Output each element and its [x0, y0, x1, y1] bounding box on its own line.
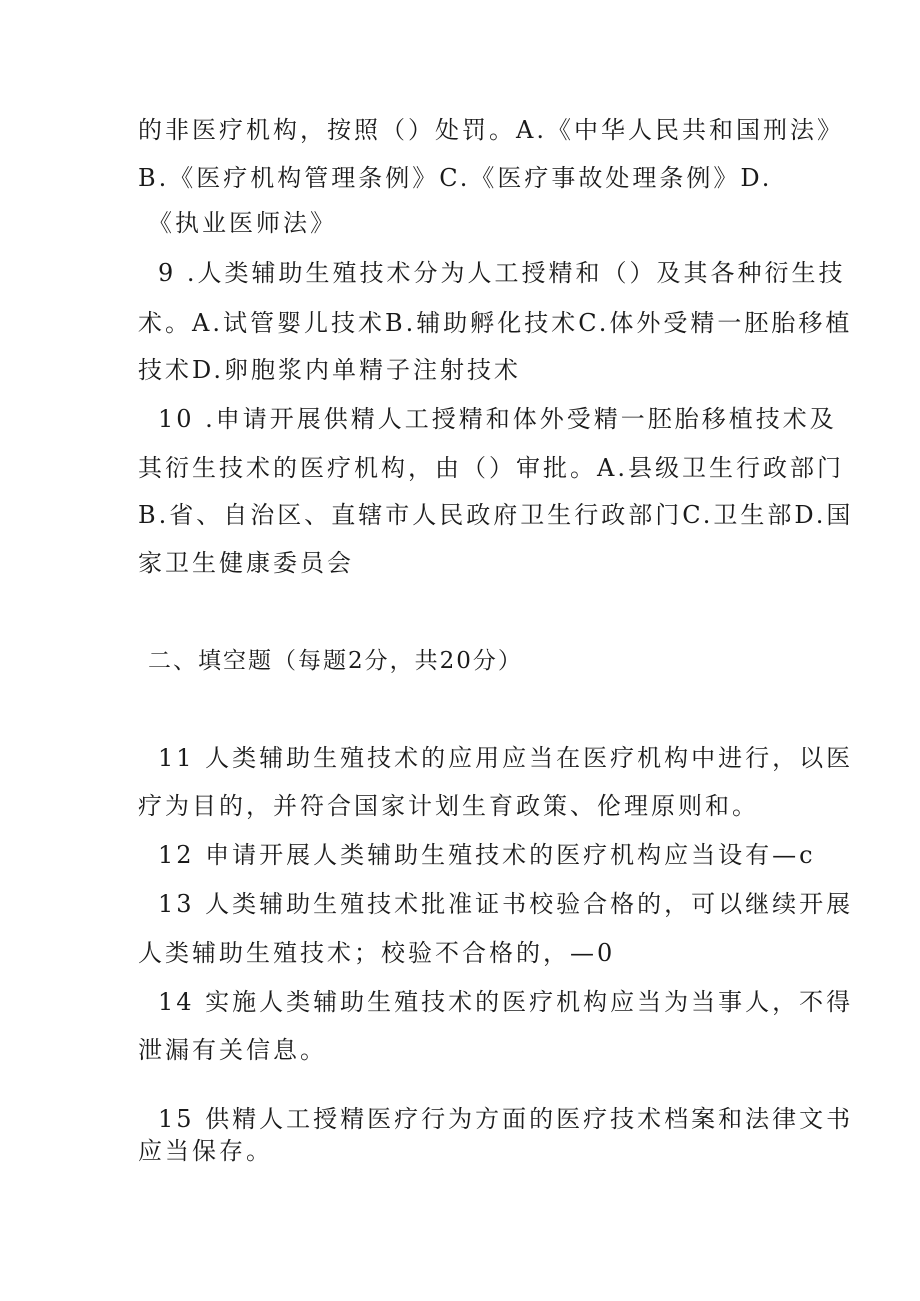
q8-continuation-line-2: B.《医疗机构管理条例》C.《医疗事故处理条例》D.: [138, 164, 773, 192]
question-10-line-4: 家卫生健康委员会: [138, 549, 354, 577]
question-12-line-1: 12 申请开展人类辅助生殖技术的医疗机构应当设有—c: [158, 841, 816, 869]
q8-continuation-line-1: 的非医疗机构，按照（）处罚。A.《中华人民共和国刑法》: [138, 116, 844, 144]
question-15-line-1: 15 供精人工授精医疗行为方面的医疗技术档案和法律文书: [158, 1105, 854, 1133]
question-11-line-1: 11 人类辅助生殖技术的应用应当在医疗机构中进行，以医: [158, 744, 854, 772]
question-9-line-3: 技术D.卵胞浆内单精子注射技术: [138, 356, 522, 384]
question-10-line-1: 10 .申请开展供精人工授精和体外受精一胚胎移植技术及: [158, 405, 837, 433]
question-15-line-2: 应当保存。: [138, 1137, 273, 1165]
question-9-line-2: 术。A.试管婴儿技术B.辅助孵化技术C.体外受精一胚胎移植: [138, 309, 853, 337]
question-11-line-2: 疗为目的，并符合国家计划生育政策、伦理原则和。: [138, 792, 759, 820]
question-13-line-2: 人类辅助生殖技术；校验不合格的，—0: [138, 939, 616, 967]
section-2-heading: 二、填空题（每题2分，共20分）: [148, 648, 523, 674]
question-9-line-1: 9 .人类辅助生殖技术分为人工授精和（）及其各种衍生技: [158, 259, 846, 287]
question-10-line-3: B.省、自治区、直辖市人民政府卫生行政部门C.卫生部D.国: [138, 501, 854, 529]
question-13-line-1: 13 人类辅助生殖技术批准证书校验合格的，可以继续开展: [158, 890, 854, 918]
question-10-line-2: 其衍生技术的医疗机构，由（）审批。A.县级卫生行政部门: [138, 454, 844, 482]
question-14-line-2: 泄漏有关信息。: [138, 1036, 327, 1064]
q8-continuation-line-3: 《执业医师法》: [148, 209, 337, 237]
question-14-line-1: 14 实施人类辅助生殖技术的医疗机构应当为当事人，不得: [158, 988, 854, 1016]
